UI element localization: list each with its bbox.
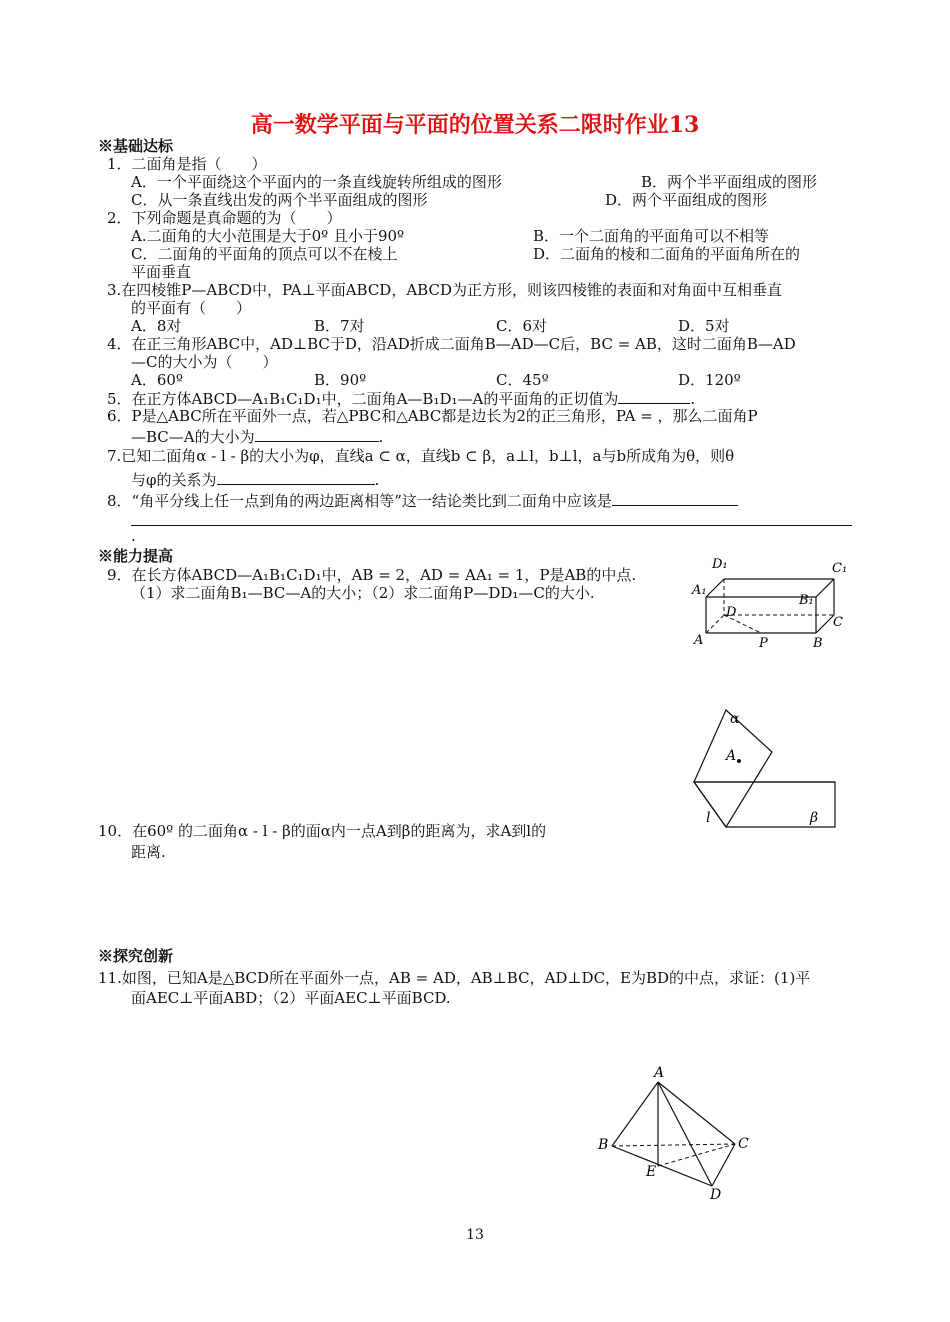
q9-sub: （1）求二面角B₁—BC—A的大小；（2）求二面角P—DD₁—C的大小.: [131, 584, 595, 602]
fig9-label-p: P: [759, 636, 768, 651]
fig11-label-a: A: [654, 1065, 665, 1081]
q2-stem: 2．下列命题是真命题的为（ ）: [107, 209, 342, 227]
q2-option-b: B．一个二面角的平面角可以不相等: [533, 227, 770, 245]
q8-answer-line[interactable]: [131, 525, 852, 526]
q8-answer-blank[interactable]: [612, 491, 738, 506]
q11-tetrahedron-figure: [590, 1060, 765, 1210]
q4-option-c: C．45º: [496, 371, 549, 389]
q4-option-d: D．120º: [678, 371, 741, 389]
q2-option-c: C．二面角的平面角的顶点可以不在棱上: [131, 245, 398, 263]
q9-cuboid-figure: [686, 556, 856, 656]
q6-end: .: [378, 428, 384, 446]
q5-stem: 5．在正方体ABCD—A₁B₁C₁D₁中，二面角A—B₁D₁—A的平面角的正切值为: [107, 390, 619, 408]
q3-option-a: A．8对: [131, 317, 182, 335]
fig9-label-d1: D₁: [712, 557, 728, 572]
q1-stem: 1．二面角是指（ ）: [107, 155, 267, 173]
q4-option-b: B．90º: [314, 371, 367, 389]
q8: [107, 491, 738, 510]
q1-option-c: C．从一条直线出发的两个半平面组成的图形: [131, 191, 428, 209]
q6-answer-blank[interactable]: [255, 427, 379, 442]
section-basic: ※基础达标: [98, 137, 174, 155]
fig10-label-alpha: α: [730, 711, 740, 727]
q9-stem: 9．在长方体ABCD—A₁B₁C₁D₁中，AB = 2，AD = AA₁ = 1，P是AB的中点.: [107, 566, 637, 584]
edge-bd: [612, 1146, 712, 1186]
q2-option-d-cont: 平面垂直: [131, 263, 192, 281]
edge-cd: [712, 1144, 735, 1186]
fig9-label-c: C: [833, 615, 843, 630]
edge-a1d1: [706, 579, 724, 597]
fig11-label-c: C: [738, 1136, 749, 1152]
edge-ad: [658, 1082, 712, 1186]
fig9-label-c1: C₁: [832, 561, 848, 576]
q11-stem: 11.如图，已知A是△BCD所在平面外一点，AB = AD，AB⊥BC，AD⊥DC，E为BD的中点，求证：(1)平: [98, 969, 811, 987]
q3-option-c: C．6对: [496, 317, 548, 335]
q6-stem: 6．P是△ABC所在平面外一点，若△PBC和△ABC都是边长为2的正三角形，PA = ，那么二面角P: [107, 407, 758, 425]
q4-stem-cont: —C的大小为（ ）: [131, 353, 278, 371]
q4-option-a: A．60º: [131, 371, 183, 389]
q10-dihedral-figure: [690, 700, 865, 835]
edge-bc-hidden: [612, 1144, 735, 1146]
q7-line2: [131, 470, 379, 489]
q5-answer-blank[interactable]: [618, 389, 690, 404]
q6-stem-cont: —BC—A的大小为: [131, 428, 255, 446]
q5: [107, 389, 695, 408]
edge-ab: [612, 1082, 658, 1146]
q1-option-b: B．两个半平面组成的图形: [641, 173, 818, 191]
q7-stem: 7.已知二面角α - l - β的大小为φ，直线a ⊂ α，直线b ⊂ β，a⊥l，b⊥l，a与b所成角为θ，则θ: [107, 447, 735, 465]
fig10-label-beta: β: [810, 810, 819, 826]
fig11-label-d: D: [710, 1187, 722, 1203]
edge-ad-hidden: [706, 615, 724, 633]
q6-line2: [131, 427, 383, 446]
q3-stem-cont: 的平面有（ ）: [131, 299, 252, 317]
q1-option-d: D．两个平面组成的图形: [605, 191, 768, 209]
page-title: 高一数学平面与平面的位置关系二限时作业13: [250, 112, 700, 138]
edge-bc: [816, 615, 834, 633]
point-a: [737, 759, 741, 763]
q10-stem: 10．在60º 的二面角α - l - β的面α内一点A到β的距离为，求A到l的: [98, 822, 547, 840]
q8-stem: 8．“角平分线上任一点到角的两边距离相等”这一结论类比到二面角中应该是: [107, 492, 612, 510]
q3-option-b: B．7对: [314, 317, 365, 335]
q7-end: .: [374, 471, 380, 489]
fig11-label-e: E: [646, 1164, 657, 1180]
edge-b1c1: [816, 579, 834, 597]
q7-answer-blank[interactable]: [217, 470, 375, 485]
fig9-label-a1: A₁: [692, 583, 707, 598]
fig9-label-a: A: [694, 633, 704, 648]
fig9-label-b1: B₁: [799, 593, 814, 608]
fig11-label-b: B: [598, 1137, 609, 1153]
fig9-label-b: B: [813, 636, 823, 651]
q7-stem-cont: 与φ的关系为: [131, 471, 217, 489]
q3-option-d: D．5对: [678, 317, 730, 335]
fig9-label-d: D: [726, 605, 737, 620]
q11-stem-cont: 面AEC⊥平面ABD；（2）平面AEC⊥平面BCD.: [131, 989, 451, 1007]
fig10-label-a: A: [726, 748, 737, 764]
q2-option-d: D．二面角的棱和二面角的平面角所在的: [533, 245, 801, 263]
section-ability: ※能力提高: [98, 547, 174, 565]
q3-stem: 3.在四棱锥P—ABCD中，PA⊥平面ABCD，ABCD为正方形，则该四棱锥的表面和对角面中互相垂直: [107, 281, 782, 299]
q1-option-a: A．一个平面绕这个平面内的一条直线旋转所组成的图形: [131, 173, 502, 191]
q10-stem-cont: 距离.: [131, 843, 166, 861]
section-explore: ※探究创新: [98, 947, 174, 965]
q8-end: .: [131, 527, 136, 545]
page-number: 13: [466, 1227, 484, 1243]
edge-ac: [658, 1082, 735, 1144]
q5-end: .: [690, 390, 696, 408]
fig10-label-l: l: [706, 810, 711, 826]
q4-stem: 4．在正三角形ABC中，AD⊥BC于D，沿AD折成二面角B—AD—C后，BC = AB，这时二面角B—AD: [107, 335, 796, 353]
q2-option-a: A.二面角的大小范围是大于0º 且小于90º: [131, 227, 405, 245]
